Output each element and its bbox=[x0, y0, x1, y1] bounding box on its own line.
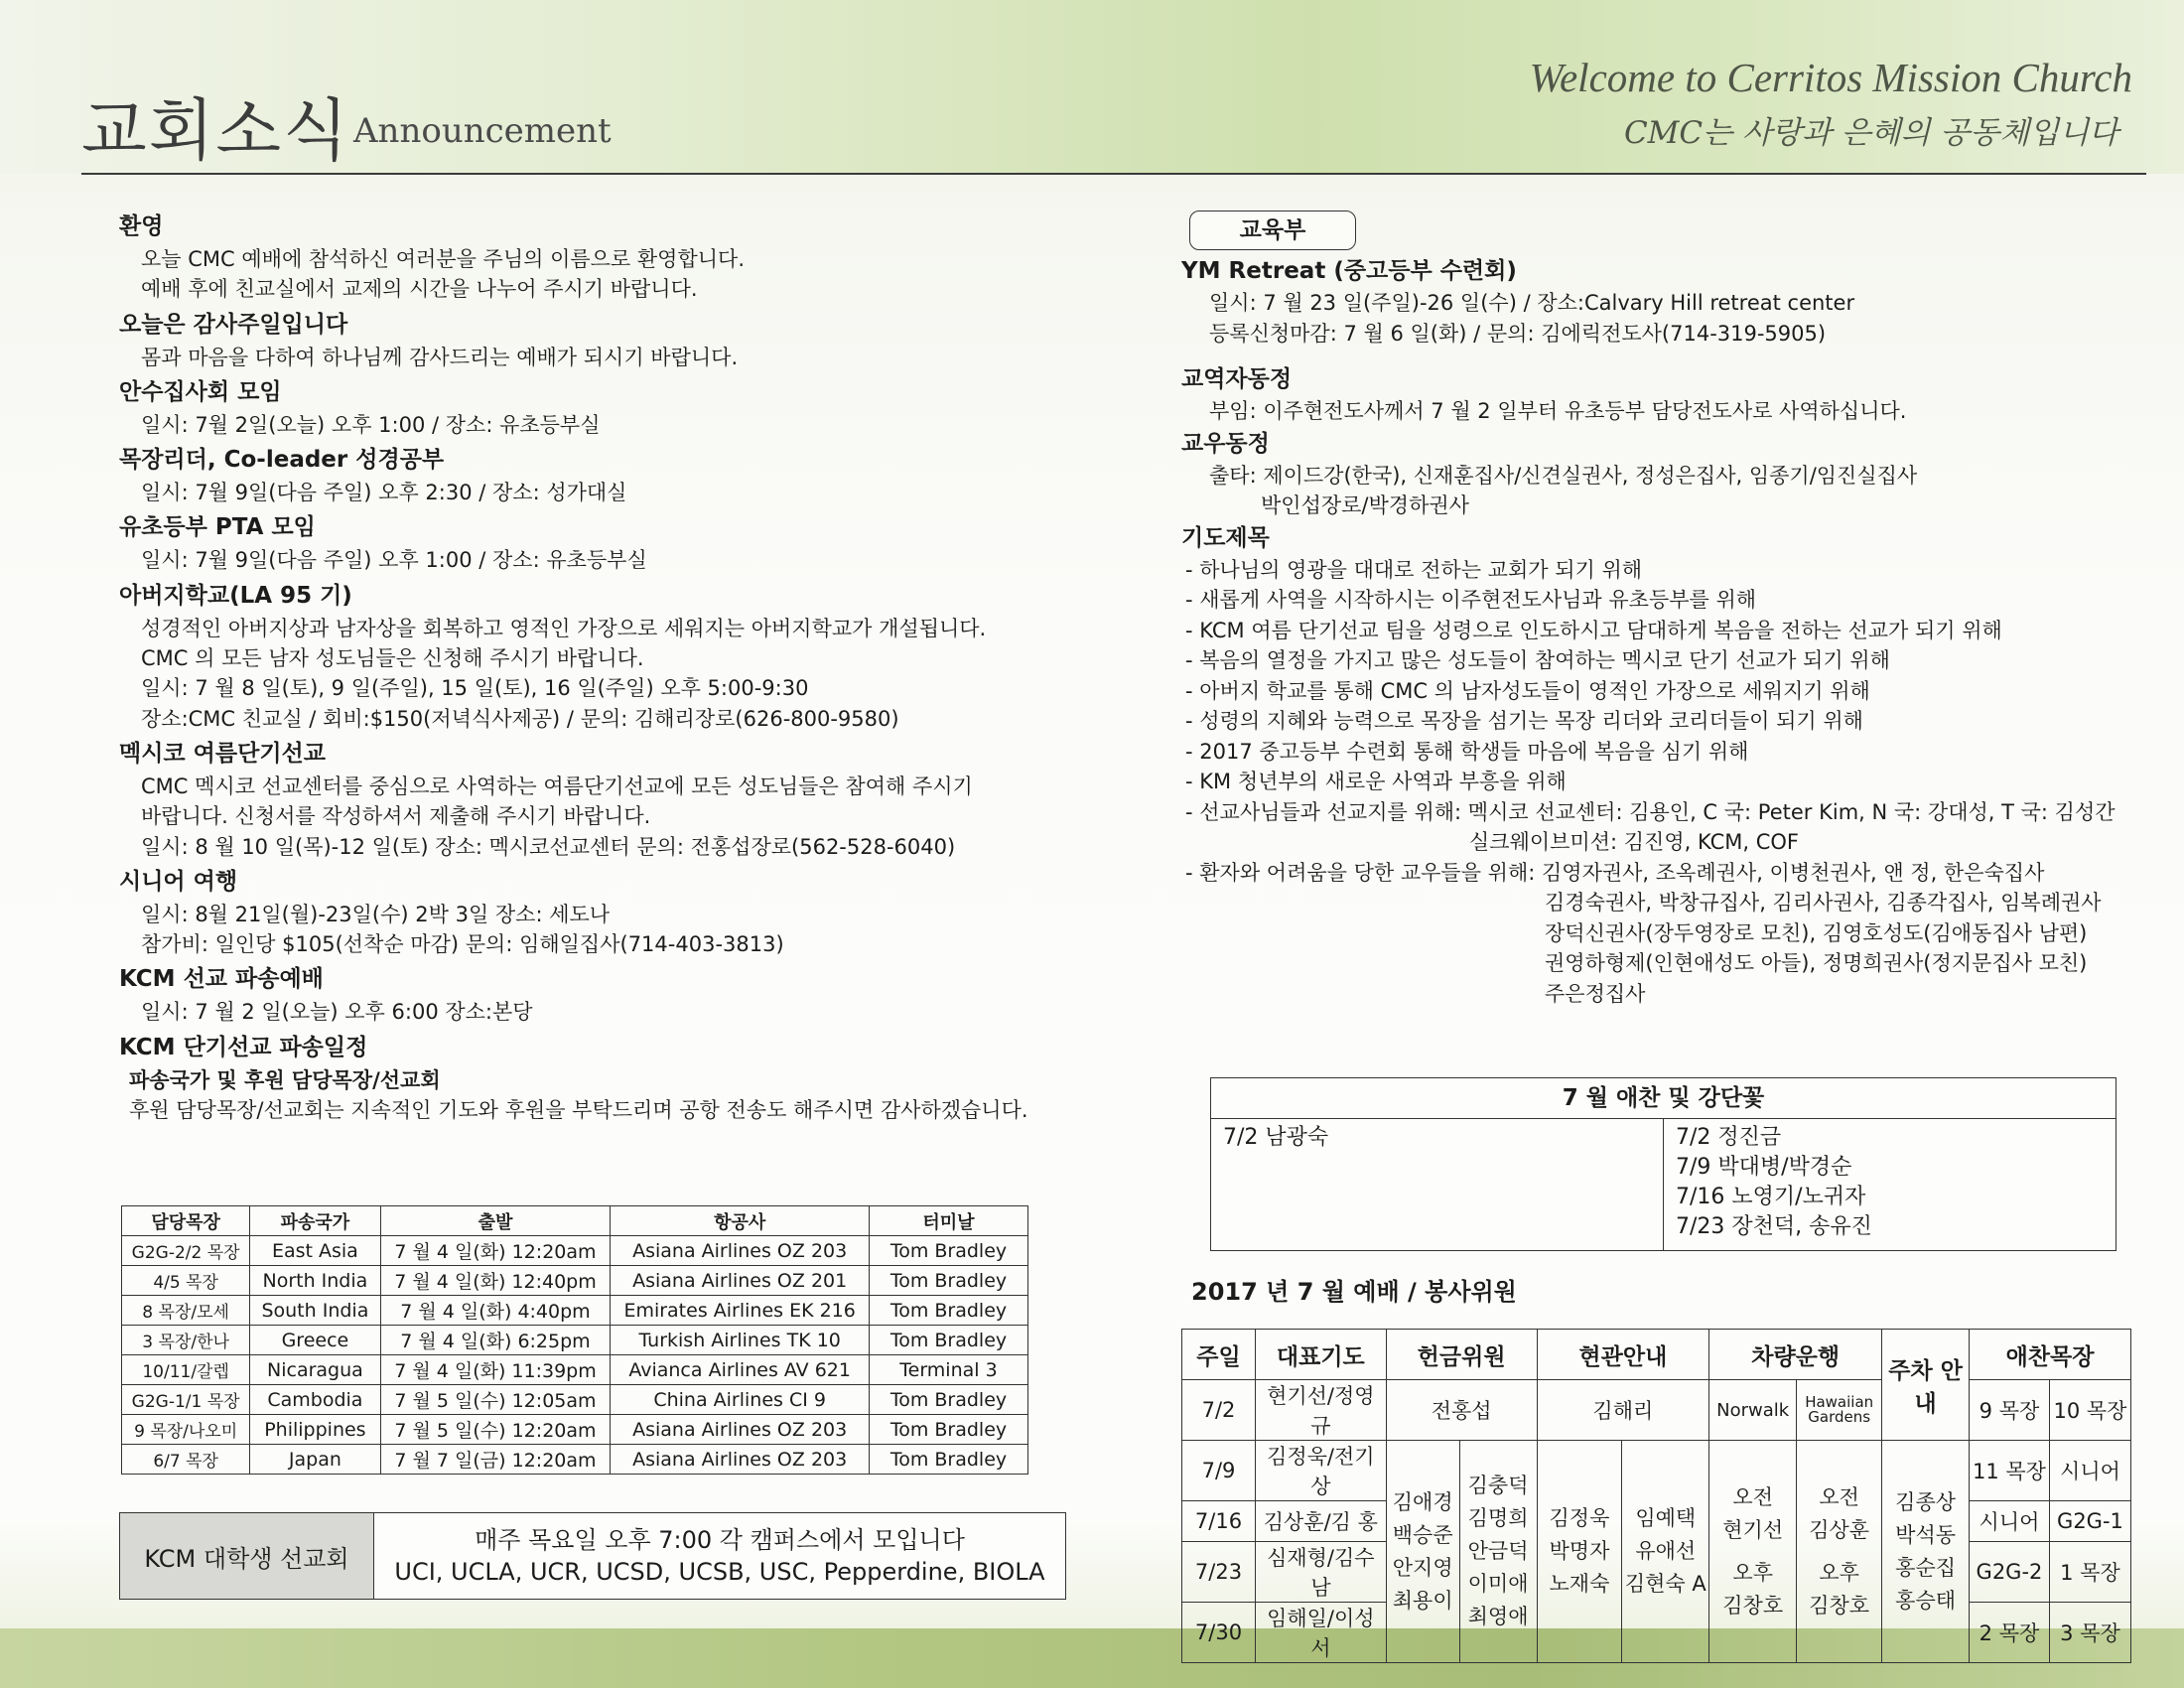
volunteer-name: 오후 bbox=[1732, 1560, 1773, 1585]
column-header: 출발 bbox=[380, 1206, 611, 1236]
table-cell: 7 월 5 일(수) 12:05am bbox=[380, 1385, 611, 1415]
university-mission-info bbox=[374, 1513, 1065, 1599]
table-row bbox=[1182, 1441, 2131, 1501]
prayer-item-continued: 권영하형제(인현애성도 아들), 정명희권사(정지문집사 모친) bbox=[1545, 951, 2088, 975]
volunteer-name: 김애경 bbox=[1392, 1489, 1453, 1514]
volunteer-name: 이미애 bbox=[1467, 1572, 1529, 1596]
volunteer-name: 김창호 bbox=[1809, 1593, 1870, 1618]
father-school-line: CMC 의 모든 남자 성도님들은 신청해 주시기 바랍니다. bbox=[141, 646, 644, 671]
table-cell: Tom Bradley bbox=[869, 1415, 1027, 1445]
table-cell: 현기선/정영규 bbox=[1255, 1380, 1386, 1441]
service-volunteers-title: 2017 년 7 월 예배 / 봉사위원 bbox=[1191, 1278, 1517, 1306]
volunteer-name: 김창호 bbox=[1722, 1593, 1784, 1618]
prayer-item-continued: 김경숙권사, 박창규집사, 김리사권사, 김종각집사, 임복례권사 bbox=[1545, 891, 2102, 914]
volunteer-name: 유애선 bbox=[1635, 1539, 1697, 1563]
table-cell: 김상훈/김 홍 bbox=[1255, 1501, 1386, 1542]
pta-heading: 유초등부 PTA 모임 bbox=[119, 514, 316, 541]
volunteer-name: 홍승태 bbox=[1895, 1588, 1957, 1613]
prayer-item: - 아버지 학교를 통해 CMC 의 남자성도들이 영적인 가장으로 세워지기 위해 bbox=[1185, 678, 1870, 703]
header-divider bbox=[81, 173, 2146, 175]
volunteer-name: 오전 bbox=[1732, 1484, 1773, 1509]
staff-news-heading: 교역자동정 bbox=[1181, 366, 1293, 392]
ym-retreat-line: 일시: 7 월 23 일(주일)-26 일(수) / 장소:Calvary Hill retreat center bbox=[1209, 291, 1855, 315]
table-cell bbox=[1797, 1441, 1882, 1663]
table-row bbox=[1182, 1380, 2131, 1441]
volunteer-name: 김충덕 bbox=[1467, 1474, 1529, 1497]
prayer-heading: 기도제목 bbox=[1181, 524, 1270, 551]
prayer-item: - 복음의 열정을 가지고 많은 성도들이 참여하는 멕시코 단기 선교가 되기 위해 bbox=[1185, 648, 1890, 672]
prayer-item: - 하나님의 영광을 대대로 전하는 교회가 되기 위해 bbox=[1185, 557, 1643, 582]
table-cell bbox=[1459, 1441, 1537, 1663]
table-cell: 7 월 5 일(수) 12:20am bbox=[380, 1415, 611, 1445]
table-cell: South India bbox=[250, 1296, 380, 1326]
table-cell: Hawaiian Gardens bbox=[1797, 1380, 1882, 1441]
mexico-mission-heading: 멕시코 여름단기선교 bbox=[119, 740, 326, 767]
table-cell: Asiana Airlines OZ 203 bbox=[611, 1445, 870, 1475]
volunteer-name: 오전 bbox=[1819, 1484, 1859, 1509]
table-cell: 심재형/김수남 bbox=[1255, 1542, 1386, 1603]
leaders-line: 일시: 7월 9일(다음 주일) 오후 2:30 / 장소: 성가대실 bbox=[141, 481, 627, 505]
table-cell: 전홍섭 bbox=[1386, 1380, 1537, 1441]
altar-flowers-entry: 7/16 노영기/노귀자 bbox=[1676, 1185, 1866, 1209]
table-row bbox=[122, 1445, 1028, 1475]
members-news-line: 박인섭장로/박경하권사 bbox=[1261, 493, 1469, 517]
table-cell: China Airlines CI 9 bbox=[611, 1385, 870, 1415]
volunteer-name: 최영애 bbox=[1467, 1605, 1529, 1628]
deacons-heading: 안수집사회 모임 bbox=[119, 378, 282, 405]
volunteer-name: 백승준 bbox=[1392, 1522, 1453, 1547]
column-header: 담당목장 bbox=[122, 1206, 250, 1236]
altar-flowers-entry: 7/2 정진금 bbox=[1676, 1125, 1782, 1150]
senior-trip-line: 일시: 8월 21일(월)-23일(수) 2박 3일 장소: 세도나 bbox=[141, 902, 611, 926]
table-cell: Tom Bradley bbox=[869, 1296, 1027, 1326]
altar-flowers-list bbox=[1664, 1119, 2116, 1250]
column-header: 차량운행 bbox=[1709, 1330, 1882, 1380]
column-header: 항공사 bbox=[611, 1206, 870, 1236]
volunteer-name: 박명자 bbox=[1549, 1539, 1610, 1563]
table-cell: 1 목장 bbox=[2049, 1542, 2130, 1603]
table-cell: 3 목장 bbox=[2049, 1603, 2130, 1663]
mexico-mission-line: 일시: 8 월 10 일(목)-12 일(토) 장소: 멕시코선교센터 문의: 전홍섭장로(562-528-6040) bbox=[141, 834, 956, 859]
education-department-badge: 교육부 bbox=[1189, 211, 1356, 250]
pta-line: 일시: 7월 9일(다음 주일) 오후 1:00 / 장소: 유초등부실 bbox=[141, 548, 647, 573]
left-column bbox=[119, 207, 1062, 1125]
table-cell: Asiana Airlines OZ 203 bbox=[611, 1415, 870, 1445]
table-cell: 7 월 4 일(화) 11:39pm bbox=[380, 1355, 611, 1385]
kcm-worship-line: 일시: 7 월 2 일(오늘) 오후 6:00 장소:본당 bbox=[141, 1000, 533, 1025]
table-cell: 9 목장 bbox=[1970, 1380, 2050, 1441]
column-header: 터미날 bbox=[869, 1206, 1027, 1236]
volunteer-name: 박석동 bbox=[1895, 1522, 1957, 1547]
kcm-schedule-subheading: 파송국가 및 후원 담당목장/선교회 bbox=[129, 1067, 441, 1092]
table-row bbox=[122, 1326, 1028, 1355]
table-header-row bbox=[122, 1206, 1028, 1236]
column-header: 헌금위원 bbox=[1386, 1330, 1537, 1380]
column-header: 주일 bbox=[1182, 1330, 1256, 1380]
table-cell: Nicaragua bbox=[250, 1355, 380, 1385]
mexico-mission-line: 바랍니다. 신청서를 작성하셔서 제출해 주시기 바랍니다. bbox=[141, 804, 651, 829]
prayer-item: - 성령의 지혜와 능력으로 목장을 섬기는 목장 리더와 코리더들이 되기 위해 bbox=[1185, 709, 1863, 733]
column-header: 현관안내 bbox=[1537, 1330, 1709, 1380]
table-cell: G2G-1 bbox=[2049, 1501, 2130, 1542]
table-cell: 9 목장/나오미 bbox=[122, 1415, 250, 1445]
table-cell: 7 월 4 일(화) 6:25pm bbox=[380, 1326, 611, 1355]
table-cell: Greece bbox=[250, 1326, 380, 1355]
table-header-row bbox=[1182, 1330, 2131, 1380]
welcome-heading: 환영 bbox=[119, 213, 164, 239]
prayer-item: - 새롭게 사역을 시작하시는 이주현전도사님과 유초등부를 위해 bbox=[1185, 588, 1757, 612]
table-cell: 8 목장/모세 bbox=[122, 1296, 250, 1326]
volunteer-name: 오후 bbox=[1819, 1560, 1859, 1585]
table-cell: G2G-2/2 목장 bbox=[122, 1236, 250, 1266]
kcm-worship-heading: KCM 선교 파송예배 bbox=[119, 966, 324, 993]
right-column bbox=[1181, 254, 2134, 1009]
column-header: 애찬목장 bbox=[1970, 1330, 2131, 1380]
altar-flowers-entry: 7/2 남광숙 bbox=[1223, 1125, 1329, 1150]
table-cell: 3 목장/한나 bbox=[122, 1326, 250, 1355]
column-header: 대표기도 bbox=[1255, 1330, 1386, 1380]
university-mission-box bbox=[119, 1512, 1066, 1600]
father-school-line: 일시: 7 월 8 일(토), 9 일(주일), 15 일(토), 16 일(주일) 오후 5:00-9:30 bbox=[141, 676, 809, 701]
father-school-heading: 아버지학교(LA 95 기) bbox=[119, 582, 352, 609]
altar-flowers-box bbox=[1210, 1077, 2116, 1251]
kcm-schedule-heading: KCM 단기선교 파송일정 bbox=[119, 1034, 368, 1060]
table-cell: 7 월 4 일(화) 12:20am bbox=[380, 1236, 611, 1266]
page-subtitle: Announcement bbox=[353, 111, 612, 151]
altar-flowers-title: 7 월 애찬 및 강단꽃 bbox=[1211, 1078, 2116, 1119]
volunteer-name: 안금덕 bbox=[1467, 1539, 1529, 1563]
table-cell: 7 월 7 일(금) 12:20am bbox=[380, 1445, 611, 1475]
table-cell: Cambodia bbox=[250, 1385, 380, 1415]
senior-trip-line: 참가비: 일인당 $105(선착순 마감) 문의: 임해일집사(714-403-3813) bbox=[141, 932, 784, 957]
table-cell: 7/30 bbox=[1182, 1603, 1256, 1663]
table-cell: 10/11/갈렙 bbox=[122, 1355, 250, 1385]
father-school-line: 장소:CMC 친교실 / 회비:$150(저녁식사제공) / 문의: 김해리장로(626-800-9580) bbox=[141, 706, 899, 731]
table-cell: 2 목장 bbox=[1970, 1603, 2050, 1663]
ym-retreat-line: 등록신청마감: 7 월 6 일(화) / 문의: 김에릭전도사(714-319-5905) bbox=[1209, 321, 1827, 346]
table-cell: Philippines bbox=[250, 1415, 380, 1445]
column-header: 주차 안내 bbox=[1882, 1330, 1970, 1441]
deacons-line: 일시: 7월 2일(오늘) 오후 1:00 / 장소: 유초등부실 bbox=[141, 412, 601, 437]
senior-trip-heading: 시니어 여행 bbox=[119, 868, 238, 895]
table-cell: Turkish Airlines TK 10 bbox=[611, 1326, 870, 1355]
members-news-line: 출타: 제이드강(한국), 신재훈집사/신견실권사, 정성은집사, 임종기/임진실집사 bbox=[1209, 463, 1918, 488]
prayer-item-continued: 주은정집사 bbox=[1545, 981, 1646, 1006]
volunteer-name: 최용이 bbox=[1392, 1588, 1453, 1613]
table-cell: 7/2 bbox=[1182, 1380, 1256, 1441]
table-cell: Tom Bradley bbox=[869, 1266, 1027, 1296]
altar-flowers-entry: 7/23 장천덕, 송유진 bbox=[1676, 1214, 1872, 1239]
table-cell: 7/16 bbox=[1182, 1501, 1256, 1542]
table-cell: 임해일/이성서 bbox=[1255, 1603, 1386, 1663]
table-row bbox=[122, 1385, 1028, 1415]
table-cell bbox=[1622, 1441, 1709, 1663]
volunteer-name: 김종상 bbox=[1895, 1489, 1957, 1514]
welcome-line: 예배 후에 친교실에서 교제의 시간을 나누어 주시기 바랍니다. bbox=[141, 277, 698, 302]
welcome-message-ko: CMC는 사랑과 은혜의 공동체입니다 bbox=[1623, 115, 2118, 151]
service-volunteers-table bbox=[1181, 1329, 2131, 1663]
table-cell: 7/9 bbox=[1182, 1441, 1256, 1501]
mexico-mission-line: CMC 멕시코 선교센터를 중심으로 사역하는 여름단기선교에 모든 성도님들은 참여해 주시기 bbox=[141, 774, 973, 798]
thanks-heading: 오늘은 감사주일입니다 bbox=[119, 311, 348, 338]
table-cell: Tom Bradley bbox=[869, 1385, 1027, 1415]
column-header: 파송국가 bbox=[250, 1206, 380, 1236]
table-cell bbox=[1537, 1441, 1622, 1663]
table-cell: Avianca Airlines AV 621 bbox=[611, 1355, 870, 1385]
table-row bbox=[122, 1415, 1028, 1445]
ym-retreat-heading: YM Retreat (중고등부 수련회) bbox=[1181, 258, 1517, 284]
table-cell: Emirates Airlines EK 216 bbox=[611, 1296, 870, 1326]
prayer-item: - KCM 여름 단기선교 팀을 성령으로 인도하시고 담대하게 복음을 전하는 선교가 되기 위해 bbox=[1185, 618, 2002, 642]
volunteer-name: 홍순집 bbox=[1895, 1555, 1957, 1580]
table-row bbox=[122, 1355, 1028, 1385]
table-cell: Asiana Airlines OZ 203 bbox=[611, 1236, 870, 1266]
university-mission-label: KCM 대학생 선교회 bbox=[120, 1513, 374, 1599]
table-cell: Tom Bradley bbox=[869, 1326, 1027, 1355]
volunteer-name: 노재숙 bbox=[1549, 1572, 1610, 1596]
table-cell bbox=[1386, 1441, 1459, 1663]
volunteer-name: 안지영 bbox=[1392, 1555, 1453, 1580]
table-cell: 11 목장 bbox=[1970, 1441, 2050, 1501]
welcome-line: 오늘 CMC 예배에 참석하신 여러분을 주님의 이름으로 환영합니다. bbox=[141, 247, 745, 271]
table-cell: G2G-1/1 목장 bbox=[122, 1385, 250, 1415]
table-cell: 김정욱/전기상 bbox=[1255, 1441, 1386, 1501]
kcm-schedule-line: 후원 담당목장/선교회는 지속적인 기도와 후원을 부탁드리며 공항 전송도 해주시면 감사하겠습니다. bbox=[129, 1098, 1028, 1123]
prayer-item: - 선교사님들과 선교지를 위해: 멕시코 선교센터: 김용인, C 국: Peter Kim, N 국: 강대성, T 국: 김성간 bbox=[1185, 799, 2116, 824]
university-mission-line: 매주 목요일 오후 7:00 각 캠퍼스에서 모입니다 bbox=[475, 1526, 965, 1554]
table-cell: Tom Bradley bbox=[869, 1236, 1027, 1266]
table-cell: North India bbox=[250, 1266, 380, 1296]
table-cell bbox=[1709, 1441, 1797, 1663]
table-row bbox=[122, 1266, 1028, 1296]
father-school-line: 성경적인 아버지상과 남자상을 회복하고 영적인 가장으로 세워지는 아버지학교가 개설됩니다. bbox=[141, 616, 987, 640]
volunteer-name: 김상훈 bbox=[1809, 1517, 1870, 1542]
altar-flowers-meal bbox=[1211, 1119, 1664, 1250]
table-cell: 7/23 bbox=[1182, 1542, 1256, 1603]
table-cell: Norwalk bbox=[1709, 1380, 1797, 1441]
table-cell: 10 목장 bbox=[2049, 1380, 2130, 1441]
welcome-message-en: Welcome to Cerritos Mission Church bbox=[1529, 55, 2132, 100]
volunteer-name: 김현숙 A bbox=[1624, 1572, 1706, 1596]
table-cell: Japan bbox=[250, 1445, 380, 1475]
kcm-schedule-table bbox=[121, 1205, 1028, 1475]
prayer-item: - KM 청년부의 새로운 사역과 부흥을 위해 bbox=[1185, 770, 1567, 793]
altar-flowers-entry: 7/9 박대병/박경순 bbox=[1676, 1155, 1852, 1180]
table-cell: 4/5 목장 bbox=[122, 1266, 250, 1296]
volunteer-name: 김정욱 bbox=[1549, 1506, 1610, 1530]
volunteer-name: 김명희 bbox=[1467, 1506, 1529, 1530]
prayer-item-continued: 실크웨이브미션: 김진영, KCM, COF bbox=[1469, 830, 1799, 854]
table-cell: 시니어 bbox=[2049, 1441, 2130, 1501]
table-cell: G2G-2 bbox=[1970, 1542, 2050, 1603]
page-title: 교회소식 bbox=[81, 92, 350, 171]
table-row bbox=[122, 1296, 1028, 1326]
table-row bbox=[122, 1236, 1028, 1266]
table-cell: 시니어 bbox=[1970, 1501, 2050, 1542]
university-mission-line: UCI, UCLA, UCR, UCSD, UCSB, USC, Pepperdine, BIOLA bbox=[394, 1558, 1045, 1586]
table-cell: Tom Bradley bbox=[869, 1445, 1027, 1475]
leaders-heading: 목장리더, Co-leader 성경공부 bbox=[119, 447, 445, 474]
thanks-line: 몸과 마음을 다하여 하나님께 감사드리는 예배가 되시기 바랍니다. bbox=[141, 345, 739, 369]
table-cell: 김해리 bbox=[1537, 1380, 1709, 1441]
volunteer-name: 현기선 bbox=[1722, 1517, 1784, 1542]
prayer-item-continued: 장덕신권사(장두영장로 모친), 김영호성도(김애동집사 남편) bbox=[1545, 920, 2088, 945]
prayer-item: - 환자와 어려움을 당한 교우들을 위해: 김영자권사, 조옥례권사, 이병천권사, 앤 정, 한은숙집사 bbox=[1185, 860, 2045, 885]
table-cell bbox=[1882, 1441, 1970, 1663]
table-cell: Asiana Airlines OZ 201 bbox=[611, 1266, 870, 1296]
staff-news-line: 부임: 이주현전도사께서 7 월 2 일부터 유초등부 담당전도사로 사역하십니다. bbox=[1209, 399, 1907, 423]
table-cell: Terminal 3 bbox=[869, 1355, 1027, 1385]
table-cell: 7 월 4 일(화) 12:40pm bbox=[380, 1266, 611, 1296]
table-cell: 6/7 목장 bbox=[122, 1445, 250, 1475]
prayer-item: - 2017 중고등부 수련회 통해 학생들 마음에 복음을 심기 위해 bbox=[1185, 739, 1749, 764]
table-cell: East Asia bbox=[250, 1236, 380, 1266]
table-cell: 7 월 4 일(화) 4:40pm bbox=[380, 1296, 611, 1326]
members-news-heading: 교우동정 bbox=[1181, 430, 1270, 457]
volunteer-name: 임예택 bbox=[1635, 1506, 1697, 1530]
